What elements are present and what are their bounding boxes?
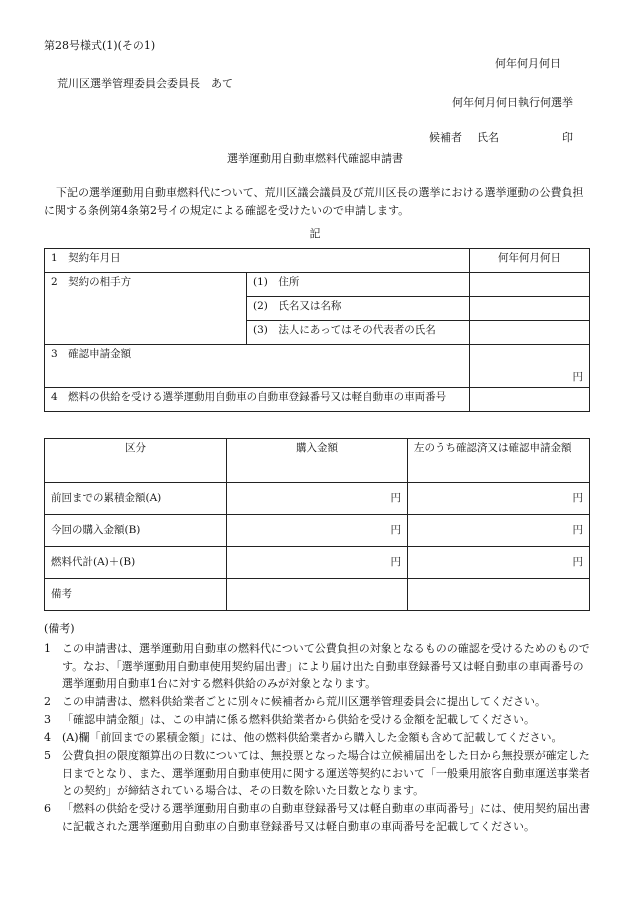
note-item — [44, 800, 592, 836]
note-text: 公費負担の限度額算出の日数については、無投票となった場合は立候補届出をした日から無投票が確定した日までとなり、また、選挙運動用自動車使用に関する運送等契約において「一般乗用旅客自動車運送事業者との契約」が締結されている場合は、その日数を除いた日数となります。 — [62, 748, 590, 798]
purchase-amount-field[interactable] — [227, 547, 408, 579]
remarks-field[interactable] — [408, 579, 590, 611]
note-text: 「燃料の供給を受ける選挙運動用自動車の自動車登録番号又は軽自動車の車両番号」には、使用契約届出書に記載された選挙運動用自動車の自動車登録番号又は軽自動車の車両番号を記載してください。 — [62, 802, 590, 833]
note-number: 4 — [44, 730, 51, 744]
table-row — [45, 547, 590, 579]
table-row — [45, 483, 590, 515]
purchase-amount-field[interactable] — [227, 483, 408, 515]
note-text: この申請書は、燃料供給業者ごとに別々に候補者から荒川区選挙管理委員会に提出してください。 — [62, 695, 546, 709]
counterparty-address-label: (1) 住所 — [247, 273, 470, 297]
addressee: 荒川区選挙管理委員会委員長 あて — [57, 77, 233, 90]
note-item — [44, 747, 592, 800]
note-number: 1 — [44, 641, 51, 655]
row-label: 燃料代計(A)＋(B) — [45, 547, 227, 579]
candidate-line — [429, 130, 573, 146]
note-number: 6 — [44, 802, 51, 816]
counterparty-name-field[interactable] — [470, 297, 590, 321]
table-row — [45, 388, 590, 412]
counterparty-address-field[interactable] — [470, 273, 590, 297]
yen-unit: 円 — [390, 523, 401, 536]
note-text: 「確認申請金額」は、この申請に係る燃料供給業者から供給を受ける金額を記載してください。 — [62, 713, 535, 727]
name-label: 氏名 — [477, 131, 499, 144]
column-header-purchase-amount: 購入金額 — [227, 439, 408, 483]
requested-amount-label: 3 確認申請金額 — [45, 345, 470, 388]
note-item — [44, 640, 592, 693]
candidate-label: 候補者 — [429, 131, 462, 144]
purchase-amount-field[interactable] — [227, 515, 408, 547]
notes-heading: (備考) — [44, 622, 75, 635]
table-row — [45, 579, 590, 611]
contract-date-value: 何年何月何日 — [470, 249, 590, 273]
note-number: 2 — [44, 695, 51, 709]
remarks-label: 備考 — [45, 579, 227, 611]
note-text: (A)欄「前回までの累積金額」には、他の燃料供給業者から購入した金額も含めて記載してください。 — [62, 730, 563, 744]
note-item — [44, 729, 592, 747]
row-label: 今回の購入金額(B) — [45, 515, 227, 547]
confirmed-amount-field[interactable] — [408, 515, 590, 547]
table-row — [45, 515, 590, 547]
note-item — [44, 693, 592, 711]
amount-table — [44, 438, 590, 611]
remarks-field[interactable] — [227, 579, 408, 611]
column-header-confirmed-amount: 左のうち確認済又は確認申請金額 — [408, 439, 590, 483]
representative-name-field[interactable] — [470, 321, 590, 345]
yen-unit: 円 — [572, 370, 583, 383]
confirmed-amount-field[interactable] — [408, 547, 590, 579]
counterparty-name-label: (2) 氏名又は名称 — [247, 297, 470, 321]
vehicle-number-field[interactable] — [470, 388, 590, 412]
intro-paragraph: 下記の選挙運動用自動車燃料代について、荒川区議会議員及び荒川区長の選挙における選挙運動の公費負担に関する条例第4条第2号イの規定による確認を受けたいので申請します。 — [44, 186, 584, 217]
note-text: この申請書は、選挙運動用自動車の燃料代について公費負担の対象となるものの確認を受けるためのものです。なお、「選挙運動用自動車使用契約届出書」により届け出た自動車登録番号又は軽自動車の車両番号の選挙運動用自動車1台に対する燃料供給のみが対象となります。 — [62, 641, 590, 691]
note-number: 3 — [44, 713, 51, 727]
confirmed-amount-field[interactable] — [408, 483, 590, 515]
notes-section — [44, 620, 592, 836]
yen-unit: 円 — [572, 555, 583, 568]
column-header-category: 区分 — [45, 439, 227, 483]
yen-unit: 円 — [572, 491, 583, 504]
row-label: 前回までの累積金額(A) — [45, 483, 227, 515]
yen-unit: 円 — [390, 555, 401, 568]
requested-amount-field[interactable] — [470, 345, 590, 388]
note-item — [44, 711, 592, 729]
vehicle-number-label: 4 燃料の供給を受ける選挙運動用自動車の自動車登録番号又は軽自動車の車両番号 — [45, 388, 470, 412]
counterparty-label: 2 契約の相手方 — [45, 273, 247, 345]
election-name: 何年何月何日執行何選挙 — [452, 96, 573, 109]
note-number: 5 — [44, 748, 51, 762]
contract-date-label: 1 契約年月日 — [45, 249, 470, 273]
application-date: 何年何月何日 — [495, 57, 561, 70]
table-row — [45, 249, 590, 273]
form-number: 第28号様式(1)(その1) — [44, 39, 156, 52]
seal-mark: 印 — [562, 131, 573, 144]
yen-unit: 円 — [572, 523, 583, 536]
contract-table — [44, 248, 590, 412]
representative-name-label: (3) 法人にあってはその代表者の氏名 — [247, 321, 470, 345]
ki-marker: 記 — [309, 227, 321, 240]
yen-unit: 円 — [390, 491, 401, 504]
table-row — [45, 345, 590, 388]
table-header-row — [45, 439, 590, 483]
table-row — [45, 273, 590, 297]
document-title: 選挙運動用自動車燃料代確認申請書 — [227, 152, 403, 165]
